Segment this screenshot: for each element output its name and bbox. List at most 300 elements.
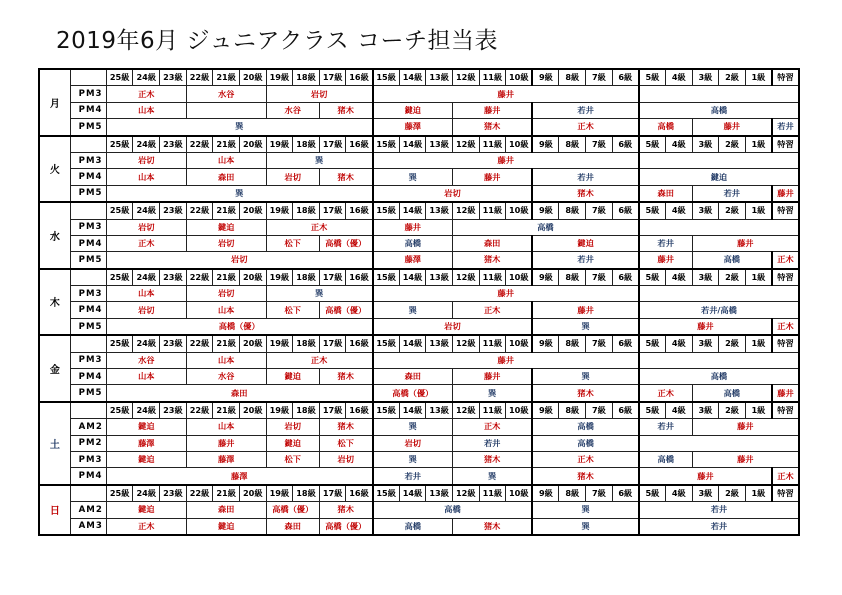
grade-header-cell: 25級 <box>106 485 133 502</box>
coach-cell: 正木 <box>266 219 373 235</box>
grade-header-cell: 15級 <box>373 485 400 502</box>
coach-cell: 正木 <box>772 468 799 485</box>
grade-header-cell: 10級 <box>506 335 533 352</box>
coach-cell: 岩切 <box>373 185 533 202</box>
grade-header-cell: 25級 <box>106 335 133 352</box>
coach-cell: 正木 <box>106 86 186 102</box>
slot-row <box>39 185 799 202</box>
grade-header-cell: 3級 <box>692 269 719 286</box>
coach-cell: 松下 <box>266 235 319 251</box>
grade-header-cell: 11級 <box>479 402 506 419</box>
grade-header-cell: 7級 <box>586 269 613 286</box>
grade-header-cell: 19級 <box>266 269 293 286</box>
coach-cell: 高橋 <box>639 369 799 385</box>
grade-header-cell: 7級 <box>586 69 613 86</box>
time-slot-label: PM4 <box>70 369 106 385</box>
grade-header-cell: 16級 <box>346 335 373 352</box>
coach-cell: 若井 <box>639 235 692 251</box>
coach-cell: 若井/高橋 <box>639 302 799 318</box>
coach-cell: 鍵迫 <box>639 169 799 185</box>
grade-header-cell: 5級 <box>639 202 666 219</box>
coach-cell: 高橋 <box>639 451 692 467</box>
grade-header-cell: 18級 <box>293 69 320 86</box>
grade-header-cell: 2級 <box>719 402 746 419</box>
coach-cell: 巽 <box>373 169 453 185</box>
grade-header-cell: 24級 <box>133 485 160 502</box>
grade-header-cell: 6級 <box>612 485 639 502</box>
grade-header-cell: 8級 <box>559 402 586 419</box>
grade-header-cell: 17級 <box>319 269 346 286</box>
coach-cell: 松下 <box>319 435 372 451</box>
grade-header-cell: 22級 <box>186 136 213 153</box>
coach-cell: 鍵迫 <box>106 419 186 435</box>
coach-cell: 山本 <box>106 369 186 385</box>
time-slot-label: PM4 <box>70 302 106 318</box>
coach-cell: 巽 <box>532 318 639 335</box>
grade-header-cell: 7級 <box>586 402 613 419</box>
coach-cell: 高橋 <box>373 518 453 535</box>
grade-header-cell: 18級 <box>293 335 320 352</box>
grade-header-cell: 15級 <box>373 335 400 352</box>
grade-header-cell: 13級 <box>426 335 453 352</box>
grade-header-cell: 8級 <box>559 202 586 219</box>
grade-header-cell: 6級 <box>612 402 639 419</box>
grade-header-cell: 10級 <box>506 202 533 219</box>
coach-cell <box>186 102 266 118</box>
coach-cell: 山本 <box>186 352 266 368</box>
coach-cell: 正木 <box>266 352 373 368</box>
grade-header-cell: 6級 <box>612 136 639 153</box>
coach-cell: 高橋 <box>373 502 533 518</box>
coach-cell: 山本 <box>186 152 266 168</box>
grade-header-cell: 13級 <box>426 202 453 219</box>
grade-header-cell: 5級 <box>639 402 666 419</box>
slot-row <box>39 385 799 402</box>
slot-row <box>39 219 799 235</box>
grade-header-cell: 12級 <box>452 69 479 86</box>
day-label: 金 <box>39 335 70 402</box>
grade-header-cell: 特習 <box>772 269 799 286</box>
coach-cell: 高橋（優） <box>319 302 372 318</box>
grade-header-cell: 21級 <box>213 402 240 419</box>
grade-header-cell: 18級 <box>293 202 320 219</box>
coach-cell: 鍵迫 <box>532 235 639 251</box>
grade-header-cell: 2級 <box>719 269 746 286</box>
coach-cell: 鍵迫 <box>106 451 186 467</box>
coach-cell: 鍵迫 <box>373 102 453 118</box>
grade-header-cell: 11級 <box>479 136 506 153</box>
coach-cell: 藤井 <box>186 435 266 451</box>
grade-header-cell: 8級 <box>559 335 586 352</box>
coach-cell: 藤井 <box>772 185 799 202</box>
coach-cell: 高橋（優） <box>319 518 372 535</box>
grade-header-cell: 12級 <box>452 485 479 502</box>
coach-cell: 藤井 <box>692 119 772 136</box>
grade-header-row <box>39 136 799 153</box>
coach-cell: 高橋 <box>639 119 692 136</box>
time-slot-label: PM5 <box>70 185 106 202</box>
grade-header-cell: 6級 <box>612 335 639 352</box>
grade-header-cell: 14級 <box>399 402 426 419</box>
grade-header-cell: 22級 <box>186 69 213 86</box>
slot-row <box>39 369 799 385</box>
grade-header-cell: 19級 <box>266 202 293 219</box>
coach-cell <box>639 435 799 451</box>
coach-cell: 森田 <box>186 502 266 518</box>
grade-header-cell: 24級 <box>133 402 160 419</box>
coach-cell: 若井 <box>373 468 453 485</box>
grade-header-row <box>39 335 799 352</box>
grade-header-cell: 17級 <box>319 136 346 153</box>
coach-cell: 高橋 <box>639 102 799 118</box>
grade-header-cell: 7級 <box>586 136 613 153</box>
coach-cell: 正木 <box>106 518 186 535</box>
coach-cell: 山本 <box>186 302 266 318</box>
coach-cell: 正木 <box>532 451 639 467</box>
coach-cell: 若井 <box>639 419 692 435</box>
grade-header-cell: 9級 <box>532 69 559 86</box>
coach-cell: 猪木 <box>452 518 532 535</box>
grade-header-cell: 9級 <box>532 202 559 219</box>
grade-header-cell: 21級 <box>213 202 240 219</box>
grade-header-cell: 1級 <box>745 269 772 286</box>
grade-header-cell: 6級 <box>612 69 639 86</box>
grade-header-cell: 12級 <box>452 136 479 153</box>
grade-header-cell: 4級 <box>665 485 692 502</box>
coach-cell: 藤澤 <box>373 119 453 136</box>
coach-cell: 松下 <box>266 302 319 318</box>
grade-header-cell: 19級 <box>266 69 293 86</box>
coach-cell <box>639 152 799 168</box>
coach-cell: 藤井 <box>692 451 799 467</box>
grade-header-cell: 1級 <box>745 136 772 153</box>
grade-header-cell: 11級 <box>479 69 506 86</box>
coach-cell: 鍵迫 <box>106 502 186 518</box>
time-slot-label: PM3 <box>70 286 106 302</box>
day-label: 土 <box>39 402 70 485</box>
coach-cell: 猪木 <box>532 185 639 202</box>
grade-header-cell: 25級 <box>106 136 133 153</box>
header-blank-cell <box>70 69 106 86</box>
grade-header-cell: 11級 <box>479 335 506 352</box>
coach-cell: 若井 <box>639 518 799 535</box>
grade-header-cell: 15級 <box>373 202 400 219</box>
coach-cell: 若井 <box>452 435 532 451</box>
coach-cell: 高橋 <box>692 252 772 269</box>
coach-cell: 水谷 <box>266 102 319 118</box>
coach-cell: 巽 <box>106 185 372 202</box>
grade-header-cell: 3級 <box>692 69 719 86</box>
grade-header-cell: 14級 <box>399 69 426 86</box>
grade-header-cell: 3級 <box>692 335 719 352</box>
grade-header-cell: 14級 <box>399 202 426 219</box>
time-slot-label: PM4 <box>70 235 106 251</box>
time-slot-label: PM3 <box>70 86 106 102</box>
coach-cell: 正木 <box>452 419 532 435</box>
coach-cell: 山本 <box>106 286 186 302</box>
slot-row <box>39 252 799 269</box>
coach-cell: 山本 <box>106 102 186 118</box>
grade-header-cell: 特習 <box>772 69 799 86</box>
coach-cell: 藤井 <box>452 169 532 185</box>
time-slot-label: PM4 <box>70 102 106 118</box>
coach-cell: 藤澤 <box>106 435 186 451</box>
grade-header-cell: 1級 <box>745 202 772 219</box>
grade-header-cell: 10級 <box>506 402 533 419</box>
grade-header-cell: 23級 <box>160 202 187 219</box>
coach-cell: 岩切 <box>106 152 186 168</box>
grade-header-cell: 9級 <box>532 335 559 352</box>
grade-header-cell: 4級 <box>665 202 692 219</box>
time-slot-label: PM4 <box>70 468 106 485</box>
coach-cell: 正木 <box>639 385 692 402</box>
grade-header-cell: 2級 <box>719 202 746 219</box>
grade-header-cell: 5級 <box>639 136 666 153</box>
grade-header-cell: 21級 <box>213 269 240 286</box>
slot-row <box>39 318 799 335</box>
grade-header-cell: 19級 <box>266 402 293 419</box>
grade-header-cell: 6級 <box>612 202 639 219</box>
coach-cell: 高橋 <box>373 235 453 251</box>
grade-header-cell: 22級 <box>186 269 213 286</box>
coach-cell: 藤井 <box>772 385 799 402</box>
coach-cell: 藤澤 <box>106 468 372 485</box>
grade-header-cell: 15級 <box>373 269 400 286</box>
grade-header-cell: 9級 <box>532 485 559 502</box>
coach-cell: 水谷 <box>186 86 266 102</box>
slot-row <box>39 451 799 467</box>
grade-header-cell: 4級 <box>665 335 692 352</box>
day-label: 火 <box>39 136 70 203</box>
grade-header-cell: 17級 <box>319 202 346 219</box>
grade-header-cell: 23級 <box>160 402 187 419</box>
header-blank-cell <box>70 335 106 352</box>
coach-cell: 高橋（優） <box>319 235 372 251</box>
coach-cell: 猪木 <box>319 169 372 185</box>
grade-header-cell: 16級 <box>346 485 373 502</box>
grade-header-cell: 15級 <box>373 69 400 86</box>
coach-cell: 松下 <box>266 451 319 467</box>
coach-cell: 森田 <box>186 169 266 185</box>
coach-cell: 巽 <box>452 468 532 485</box>
grade-header-cell: 18級 <box>293 269 320 286</box>
coach-cell: 岩切 <box>106 302 186 318</box>
header-blank-cell <box>70 269 106 286</box>
coach-cell: 藤井 <box>692 419 799 435</box>
slot-row <box>39 352 799 368</box>
coach-cell <box>639 286 799 302</box>
coach-cell <box>639 219 799 235</box>
grade-header-cell: 9級 <box>532 136 559 153</box>
grade-header-cell: 10級 <box>506 136 533 153</box>
coach-cell: 巽 <box>532 369 639 385</box>
coach-cell: 巽 <box>373 451 453 467</box>
schedule-sheet <box>38 68 800 536</box>
grade-header-cell: 22級 <box>186 335 213 352</box>
coach-cell: 鍵迫 <box>186 219 266 235</box>
grade-header-cell: 1級 <box>745 335 772 352</box>
grade-header-cell: 7級 <box>586 202 613 219</box>
grade-header-cell: 23級 <box>160 335 187 352</box>
day-label: 水 <box>39 202 70 269</box>
coach-cell: 藤井 <box>373 152 639 168</box>
grade-header-cell: 19級 <box>266 485 293 502</box>
time-slot-label: PM2 <box>70 435 106 451</box>
grade-header-cell: 特習 <box>772 335 799 352</box>
grade-header-cell: 8級 <box>559 485 586 502</box>
coach-cell: 高橋（優） <box>373 385 453 402</box>
coach-cell: 正木 <box>772 318 799 335</box>
coach-cell: 若井 <box>532 102 639 118</box>
coach-cell: 巽 <box>373 419 453 435</box>
time-slot-label: AM2 <box>70 502 106 518</box>
coach-cell: 鍵迫 <box>186 518 266 535</box>
grade-header-cell: 21級 <box>213 69 240 86</box>
grade-header-cell: 13級 <box>426 136 453 153</box>
coach-cell: 巽 <box>266 286 373 302</box>
grade-header-cell: 18級 <box>293 402 320 419</box>
coach-cell: 猪木 <box>319 502 372 518</box>
grade-header-cell: 19級 <box>266 136 293 153</box>
grade-header-cell: 11級 <box>479 269 506 286</box>
coach-cell: 水谷 <box>106 352 186 368</box>
grade-header-cell: 4級 <box>665 269 692 286</box>
grade-header-cell: 22級 <box>186 485 213 502</box>
coach-cell: 山本 <box>186 419 266 435</box>
coach-cell: 若井 <box>639 502 799 518</box>
coach-cell: 森田 <box>106 385 372 402</box>
grade-header-cell: 20級 <box>239 335 266 352</box>
slot-row <box>39 468 799 485</box>
grade-header-cell: 特習 <box>772 202 799 219</box>
grade-header-cell: 23級 <box>160 485 187 502</box>
grade-header-cell: 9級 <box>532 402 559 419</box>
grade-header-cell: 16級 <box>346 69 373 86</box>
coach-cell: 猪木 <box>532 468 639 485</box>
grade-header-cell: 9級 <box>532 269 559 286</box>
coach-cell: 猪木 <box>452 451 532 467</box>
grade-header-cell: 22級 <box>186 402 213 419</box>
grade-header-cell: 4級 <box>665 69 692 86</box>
grade-header-cell: 24級 <box>133 136 160 153</box>
coach-cell: 正木 <box>772 252 799 269</box>
grade-header-cell: 20級 <box>239 69 266 86</box>
coach-cell: 森田 <box>452 235 532 251</box>
time-slot-label: PM3 <box>70 451 106 467</box>
grade-header-cell: 特習 <box>772 136 799 153</box>
coach-cell: 藤井 <box>452 102 532 118</box>
slot-row <box>39 302 799 318</box>
coach-cell: 正木 <box>452 302 532 318</box>
coach-cell: 藤井 <box>373 352 639 368</box>
grade-header-cell: 6級 <box>612 269 639 286</box>
grade-header-cell: 17級 <box>319 335 346 352</box>
slot-row <box>39 102 799 118</box>
grade-header-cell: 24級 <box>133 335 160 352</box>
coach-cell: 藤井 <box>639 468 772 485</box>
header-blank-cell <box>70 202 106 219</box>
grade-header-cell: 3級 <box>692 402 719 419</box>
grade-header-cell: 15級 <box>373 402 400 419</box>
header-blank-cell <box>70 485 106 502</box>
coach-cell: 巽 <box>532 502 639 518</box>
coach-cell: 森田 <box>639 185 692 202</box>
grade-header-cell: 7級 <box>586 335 613 352</box>
grade-header-cell: 14級 <box>399 485 426 502</box>
grade-header-cell: 16級 <box>346 136 373 153</box>
grade-header-cell: 21級 <box>213 485 240 502</box>
grade-header-cell: 23級 <box>160 136 187 153</box>
grade-header-cell: 2級 <box>719 136 746 153</box>
grade-header-cell: 24級 <box>133 202 160 219</box>
coach-cell: 森田 <box>266 518 319 535</box>
coach-cell: 若井 <box>692 185 772 202</box>
slot-row <box>39 152 799 168</box>
grade-header-cell: 7級 <box>586 485 613 502</box>
grade-header-cell: 24級 <box>133 269 160 286</box>
time-slot-label: AM3 <box>70 518 106 535</box>
grade-header-row <box>39 69 799 86</box>
coach-cell: 高橋 <box>452 219 638 235</box>
coach-cell: 猪木 <box>532 385 639 402</box>
coach-cell: 高橋 <box>692 385 772 402</box>
coach-cell: 藤井 <box>373 219 453 235</box>
coach-cell: 岩切 <box>186 286 266 302</box>
grade-header-cell: 18級 <box>293 136 320 153</box>
grade-header-cell: 24級 <box>133 69 160 86</box>
grade-header-cell: 2級 <box>719 335 746 352</box>
coach-cell: 藤澤 <box>373 252 453 269</box>
grade-header-cell: 3級 <box>692 485 719 502</box>
grade-header-cell: 5級 <box>639 485 666 502</box>
day-label: 月 <box>39 69 70 136</box>
slot-row <box>39 235 799 251</box>
slot-row <box>39 286 799 302</box>
grade-header-row <box>39 485 799 502</box>
grade-header-cell: 3級 <box>692 202 719 219</box>
coach-cell: 藤井 <box>373 286 639 302</box>
page-title: 2019年6月 ジュニアクラス コーチ担当表 <box>56 28 498 54</box>
grade-header-cell: 2級 <box>719 485 746 502</box>
coach-cell: 山本 <box>106 169 186 185</box>
coach-cell: 巽 <box>532 518 639 535</box>
grade-header-cell: 23級 <box>160 269 187 286</box>
grade-header-cell: 12級 <box>452 335 479 352</box>
grade-header-cell: 5級 <box>639 269 666 286</box>
time-slot-label: PM3 <box>70 219 106 235</box>
coach-cell: 岩切 <box>106 252 372 269</box>
grade-header-cell: 15級 <box>373 136 400 153</box>
grade-header-cell: 13級 <box>426 485 453 502</box>
day-label: 日 <box>39 485 70 535</box>
grade-header-row <box>39 269 799 286</box>
grade-header-cell: 25級 <box>106 69 133 86</box>
coach-cell: 巽 <box>266 152 373 168</box>
coach-cell: 若井 <box>532 169 639 185</box>
time-slot-label: PM5 <box>70 385 106 402</box>
grade-header-cell: 10級 <box>506 69 533 86</box>
grade-header-cell: 4級 <box>665 402 692 419</box>
grade-header-cell: 25級 <box>106 402 133 419</box>
grade-header-row <box>39 202 799 219</box>
slot-row <box>39 502 799 518</box>
grade-header-cell: 8級 <box>559 69 586 86</box>
header-blank-cell <box>70 136 106 153</box>
grade-header-cell: 23級 <box>160 69 187 86</box>
coach-cell: 猪木 <box>452 119 532 136</box>
grade-header-cell: 14級 <box>399 335 426 352</box>
grade-header-cell: 21級 <box>213 335 240 352</box>
